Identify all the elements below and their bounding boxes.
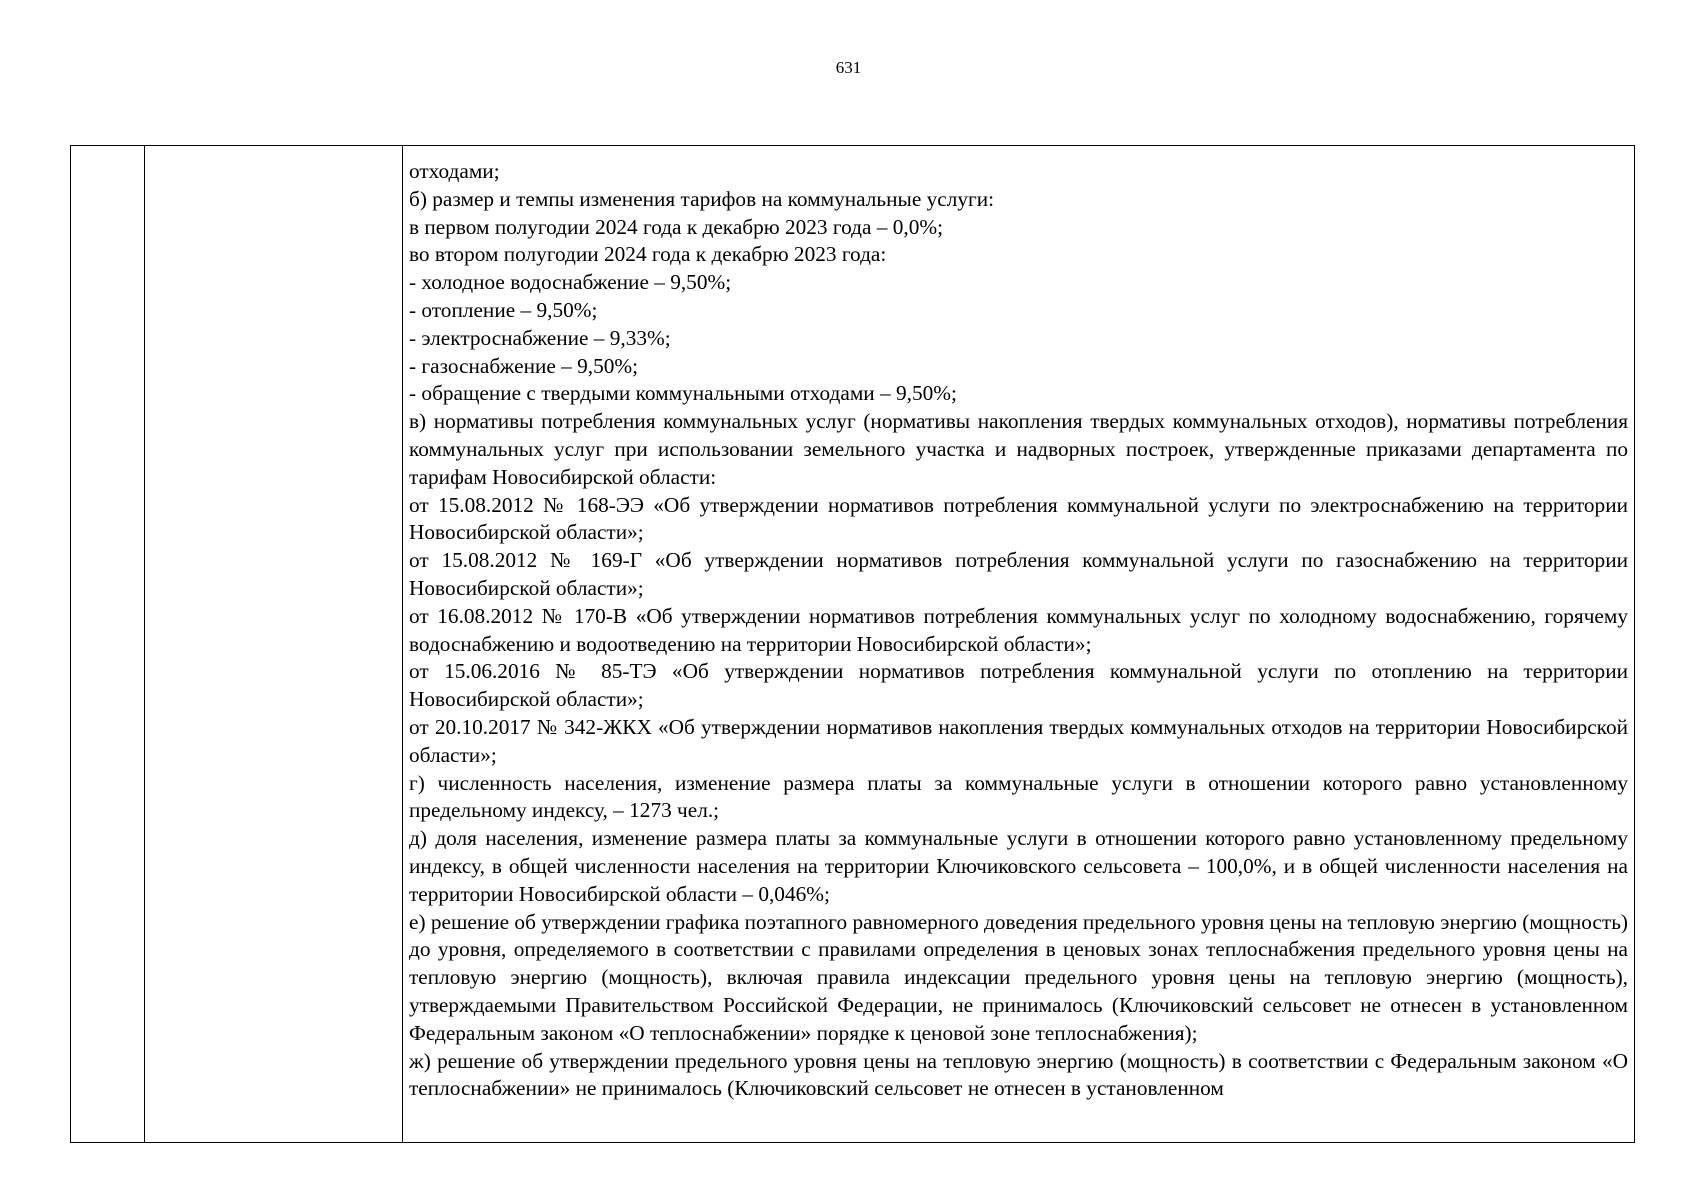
- paragraph: в) нормативы потребления коммунальных услуг (нормативы накопления твердых коммунальных отходов), нормативы потребления коммунальных услуг при использовании земельного участка и надворных построек, утвержденные приказами департамента по тарифам Новосибирской области:: [409, 409, 1628, 489]
- paragraph: от 15.08.2012 № 169-Г «Об утверждении нормативов потребления коммунальной услуги по газоснабжению на территории Новосибирской области»;: [409, 548, 1628, 600]
- paragraph: - газоснабжение – 9,50%;: [409, 353, 639, 378]
- table-cell-number: [71, 146, 145, 1142]
- paragraph: - холодное водоснабжение – 9,50%;: [409, 270, 732, 295]
- paragraph: от 15.08.2012 № 168-ЭЭ «Об утверждении нормативов потребления коммунальной услуги по электроснабжению на территории Новосибирской области»;: [409, 492, 1628, 545]
- paragraph: б) размер и темпы изменения тарифов на коммунальные услуги:: [409, 186, 995, 211]
- table-cell-name: [145, 146, 403, 1142]
- paragraph: отходами;: [409, 159, 500, 183]
- paragraph: от 20.10.2017 № 342-ЖКХ «Об утверждении нормативов накопления твердых коммунальных отходов на территории Новосибирской области»;: [409, 714, 1628, 767]
- paragraph: г) численность населения, изменение размера платы за коммунальные услуги в отношении которого равно установленному предельному индексу, – 1273 чел.;: [409, 770, 1628, 823]
- table-cell-content: [403, 146, 1634, 1142]
- document-table: [70, 145, 1635, 1143]
- paragraph: от 15.06.2016 № 85-ТЭ «Об утверждении нормативов потребления коммунальной услуги по отоплению на территории Новосибирской области»;: [409, 659, 1628, 712]
- paragraph: во втором полугодии 2024 года к декабрю 2023 года:: [409, 242, 887, 267]
- paragraph: в первом полугодии 2024 года к декабрю 2023 года – 0,0%;: [409, 214, 944, 239]
- paragraph: ж) решение об утверждении предельного уровня цены на тепловую энергию (мощность) в соответствии с Федеральным законом «О теплоснабжении» не принималось (Ключиковский сельсовет не отнесен в установленном: [409, 1048, 1628, 1101]
- page-number: 631: [835, 58, 862, 77]
- paragraph: - отопление – 9,50%;: [409, 297, 598, 322]
- paragraph: от 16.08.2012 № 170-В «Об утверждении нормативов потребления коммунальных услуг по холодному водоснабжению, горячему водоснабжению и водоотведению на территории Новосибирской области»;: [409, 603, 1628, 656]
- paragraph: - обращение с твердыми коммунальными отходами – 9,50%;: [409, 381, 957, 406]
- paragraph: - электроснабжение – 9,33%;: [409, 325, 671, 350]
- paragraph: е) решение об утверждении графика поэтапного равномерного доведения предельного уровня цены на тепловую энергию (мощность) до уровня, определяемого в соответствии с правилами определения в ценовых зонах теплоснабжения предельного уровня цены на тепловую энергию (мощность), включая правила индексации предельного уровня цены на тепловую энергию (мощность), утверждаемыми Правительством Российской Федерации, не принималось (Ключиковский сельсовет не отнесен в установленном Федеральным законом «О теплоснабжении» порядке к ценовой зоне теплоснабжения);: [409, 909, 1628, 1045]
- paragraph: д) доля населения, изменение размера платы за коммунальные услуги в отношении которого равно установленному предельному индексу, в общей численности населения на территории Ключиковского сельсовета – 100,0%, и в общей численности населения на территории Новосибирской области – 0,046%;: [409, 826, 1628, 906]
